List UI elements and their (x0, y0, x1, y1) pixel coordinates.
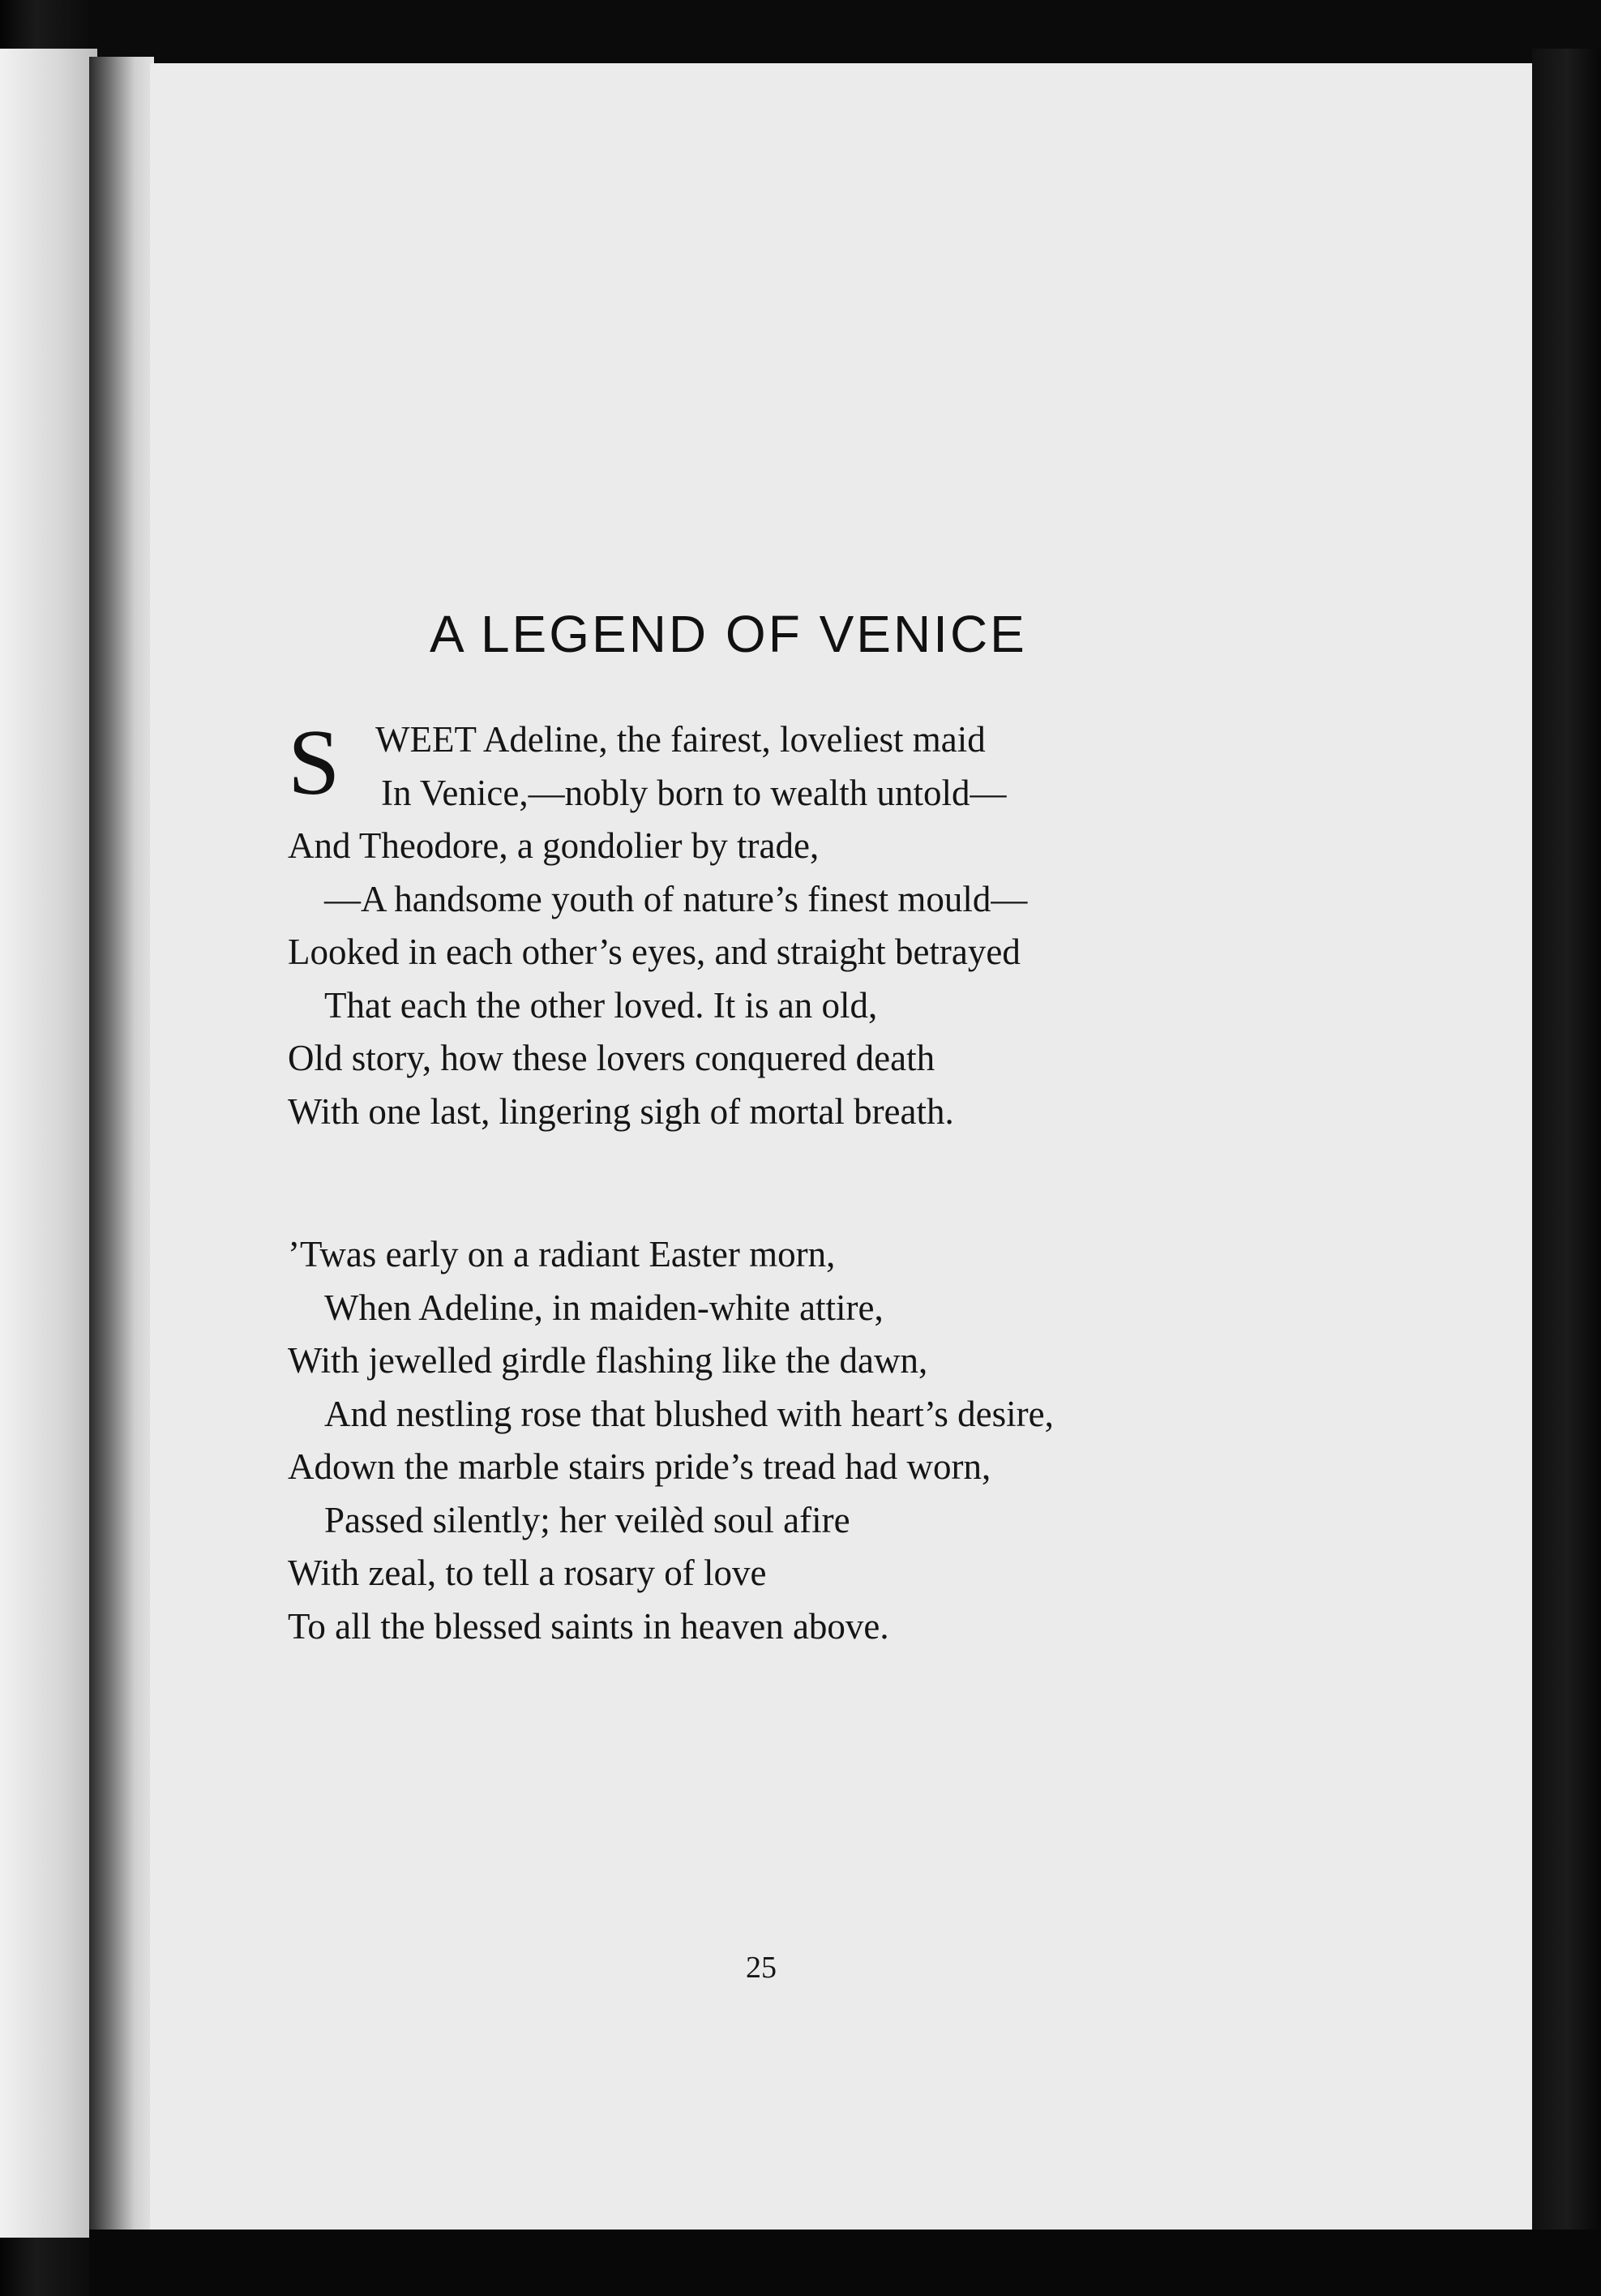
book-page (150, 63, 1532, 2230)
drop-cap: S (288, 711, 340, 815)
book-edge-bottom (89, 2230, 1601, 2296)
poem-line (288, 767, 1261, 820)
poem-line-text: WEET Adeline, the fairest, loveliest maid (375, 719, 986, 760)
poem-line-text: In Venice,—nobly born to wealth untold— (381, 772, 1007, 813)
poem-line: Old story, how these lovers conquered death (288, 1038, 935, 1078)
poem-line: Adown the marble stairs pride’s tread had worn, (288, 1446, 991, 1487)
poem-line: To all the blessed saints in heaven above. (288, 1605, 889, 1647)
poem-title: A LEGEND OF VENICE (430, 605, 1027, 663)
poem-line: —A handsome youth of nature’s finest mould— (324, 878, 1028, 919)
poem-line: ’Twas early on a radiant Easter morn, (288, 1234, 836, 1274)
poem-line: That each the other loved. It is an old, (324, 984, 878, 1026)
poem-line: Passed silently; her veilèd soul afire (324, 1499, 850, 1540)
page-gutter (89, 57, 154, 2238)
page-number: 25 (746, 1951, 777, 1985)
poem-line: And nestling rose that blushed with heart’s desire, (324, 1393, 1054, 1434)
poem-line: With zeal, to tell a rosary of love (288, 1553, 767, 1593)
book-edge-right (1532, 49, 1601, 2296)
stanza-1 (288, 713, 1261, 1138)
poem-line: With one last, lingering sigh of mortal breath. (288, 1090, 954, 1132)
poem-line: With jewelled girdle flashing like the dawn, (288, 1340, 928, 1381)
poem-line: Looked in each other’s eyes, and straight betrayed (288, 932, 1021, 972)
facing-page-edge (0, 49, 97, 2238)
poem-line: When Adeline, in maiden-white attire, (324, 1287, 884, 1328)
stanza-2 (288, 1228, 1261, 1653)
poem-line: And Theodore, a gondolier by trade, (288, 825, 820, 866)
